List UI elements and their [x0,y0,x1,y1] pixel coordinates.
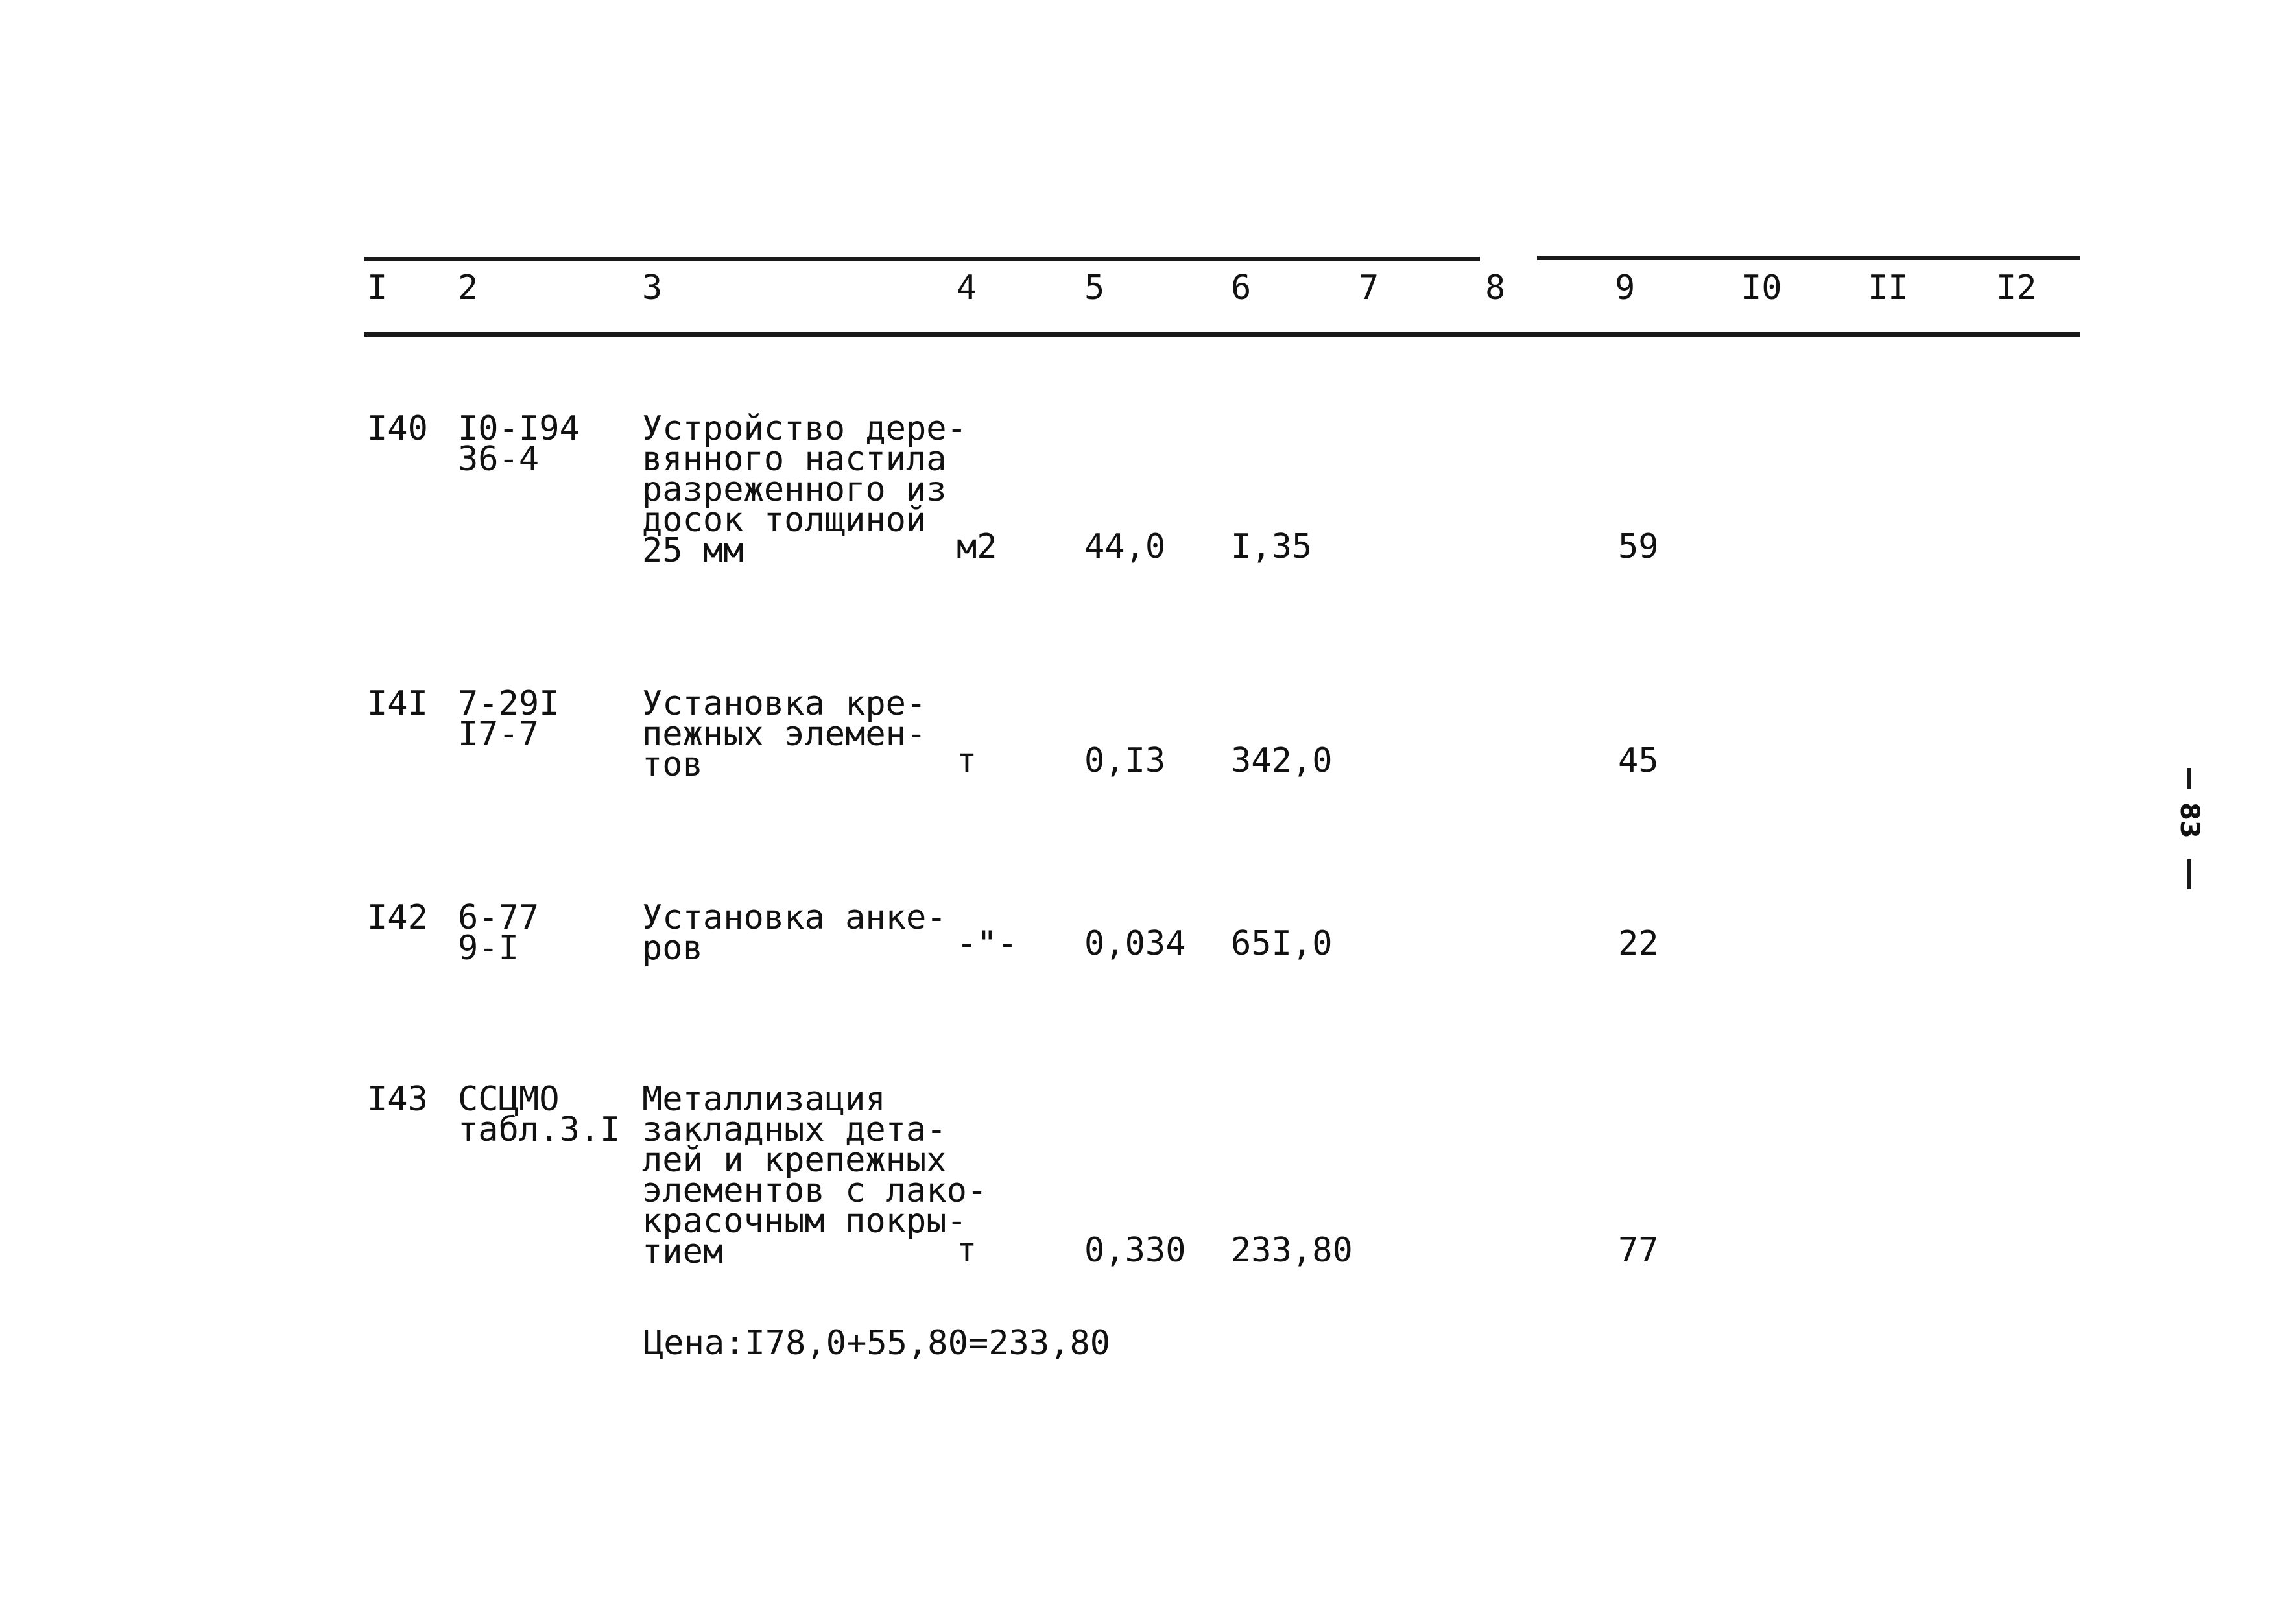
page-number: 83 [2174,802,2204,839]
quantity: 0,034 [1084,924,1186,963]
work-description [642,1080,988,1271]
row-number: I40 [367,409,428,448]
column-9-value: 59 [1618,527,1659,566]
description-line: Металлизация [642,1080,886,1119]
column-header-6: 6 [1231,269,1252,307]
column-header-3: 3 [642,269,663,307]
quantity: 0,330 [1084,1231,1186,1270]
description-line: Устройство дере- [642,409,967,448]
column-header-11: II [1868,269,1909,307]
description-line: пежных элемен- [642,715,927,754]
row-number: I42 [367,898,428,937]
unit-price: 342,0 [1231,741,1333,780]
column-header-7: 7 [1359,269,1379,307]
norm-code-line: ССЦМО [458,1080,560,1119]
price-note: Цена:I78,0+55,80=233,80 [643,1324,1111,1363]
description-line: ров [642,929,703,968]
description-line: 25 мм [642,531,744,570]
description-line: тием [642,1232,724,1271]
description-line: разреженного из [642,470,947,509]
description-line: Установка кре- [642,684,927,723]
column-header-10: I0 [1741,269,1782,307]
quantity: 44,0 [1084,527,1166,566]
header-bottom-rule [364,332,2080,337]
unit: т [957,1231,977,1270]
unit: м2 [957,527,997,566]
description-line: вянного настила [642,440,947,479]
page-number-dash-bottom [2187,859,2191,889]
header-top-rule-left [364,257,1480,261]
norm-code [458,684,560,754]
column-header-1: I [367,269,388,307]
column-header-9: 9 [1615,269,1636,307]
description-line: Установка анке- [642,898,947,937]
work-description [642,409,967,570]
unit: т [957,741,977,780]
norm-code [458,898,540,968]
norm-code-line: 6-77 [458,898,540,937]
description-line: красочным покры- [642,1202,967,1241]
description-line: элементов с лако- [642,1171,988,1210]
column-header-4: 4 [957,269,977,307]
column-9-value: 45 [1618,741,1659,780]
description-line: тов [642,745,703,784]
norm-code-line: 36-4 [458,440,540,479]
norm-code-line: табл.3.I [458,1110,621,1149]
norm-code [458,409,580,479]
description-line: лей и крепежных [642,1141,947,1180]
column-9-value: 77 [1618,1231,1659,1270]
column-header-8: 8 [1485,269,1506,307]
header-top-rule-right [1537,256,2080,260]
unit-price: 233,80 [1231,1231,1353,1270]
row-number: I4I [367,684,428,723]
column-9-value: 22 [1618,924,1659,963]
column-header-12: I2 [1996,269,2037,307]
unit-price: 65I,0 [1231,924,1333,963]
unit-price: I,35 [1231,527,1313,566]
row-number: I43 [367,1080,428,1119]
unit: -"- [957,924,1018,963]
norm-code [458,1080,621,1149]
norm-code-line: 7-29I [458,684,560,723]
column-header-5: 5 [1084,269,1105,307]
column-header-2: 2 [458,269,479,307]
quantity: 0,I3 [1084,741,1166,780]
description-line: досок толщиной [642,501,927,540]
description-line: закладных дета- [642,1110,947,1149]
norm-code-line: 9-I [458,929,519,968]
norm-code-line: I0-I94 [458,409,580,448]
work-description [642,898,947,968]
norm-code-line: I7-7 [458,715,540,754]
work-description [642,684,927,784]
page-number-dash-top [2187,768,2191,789]
